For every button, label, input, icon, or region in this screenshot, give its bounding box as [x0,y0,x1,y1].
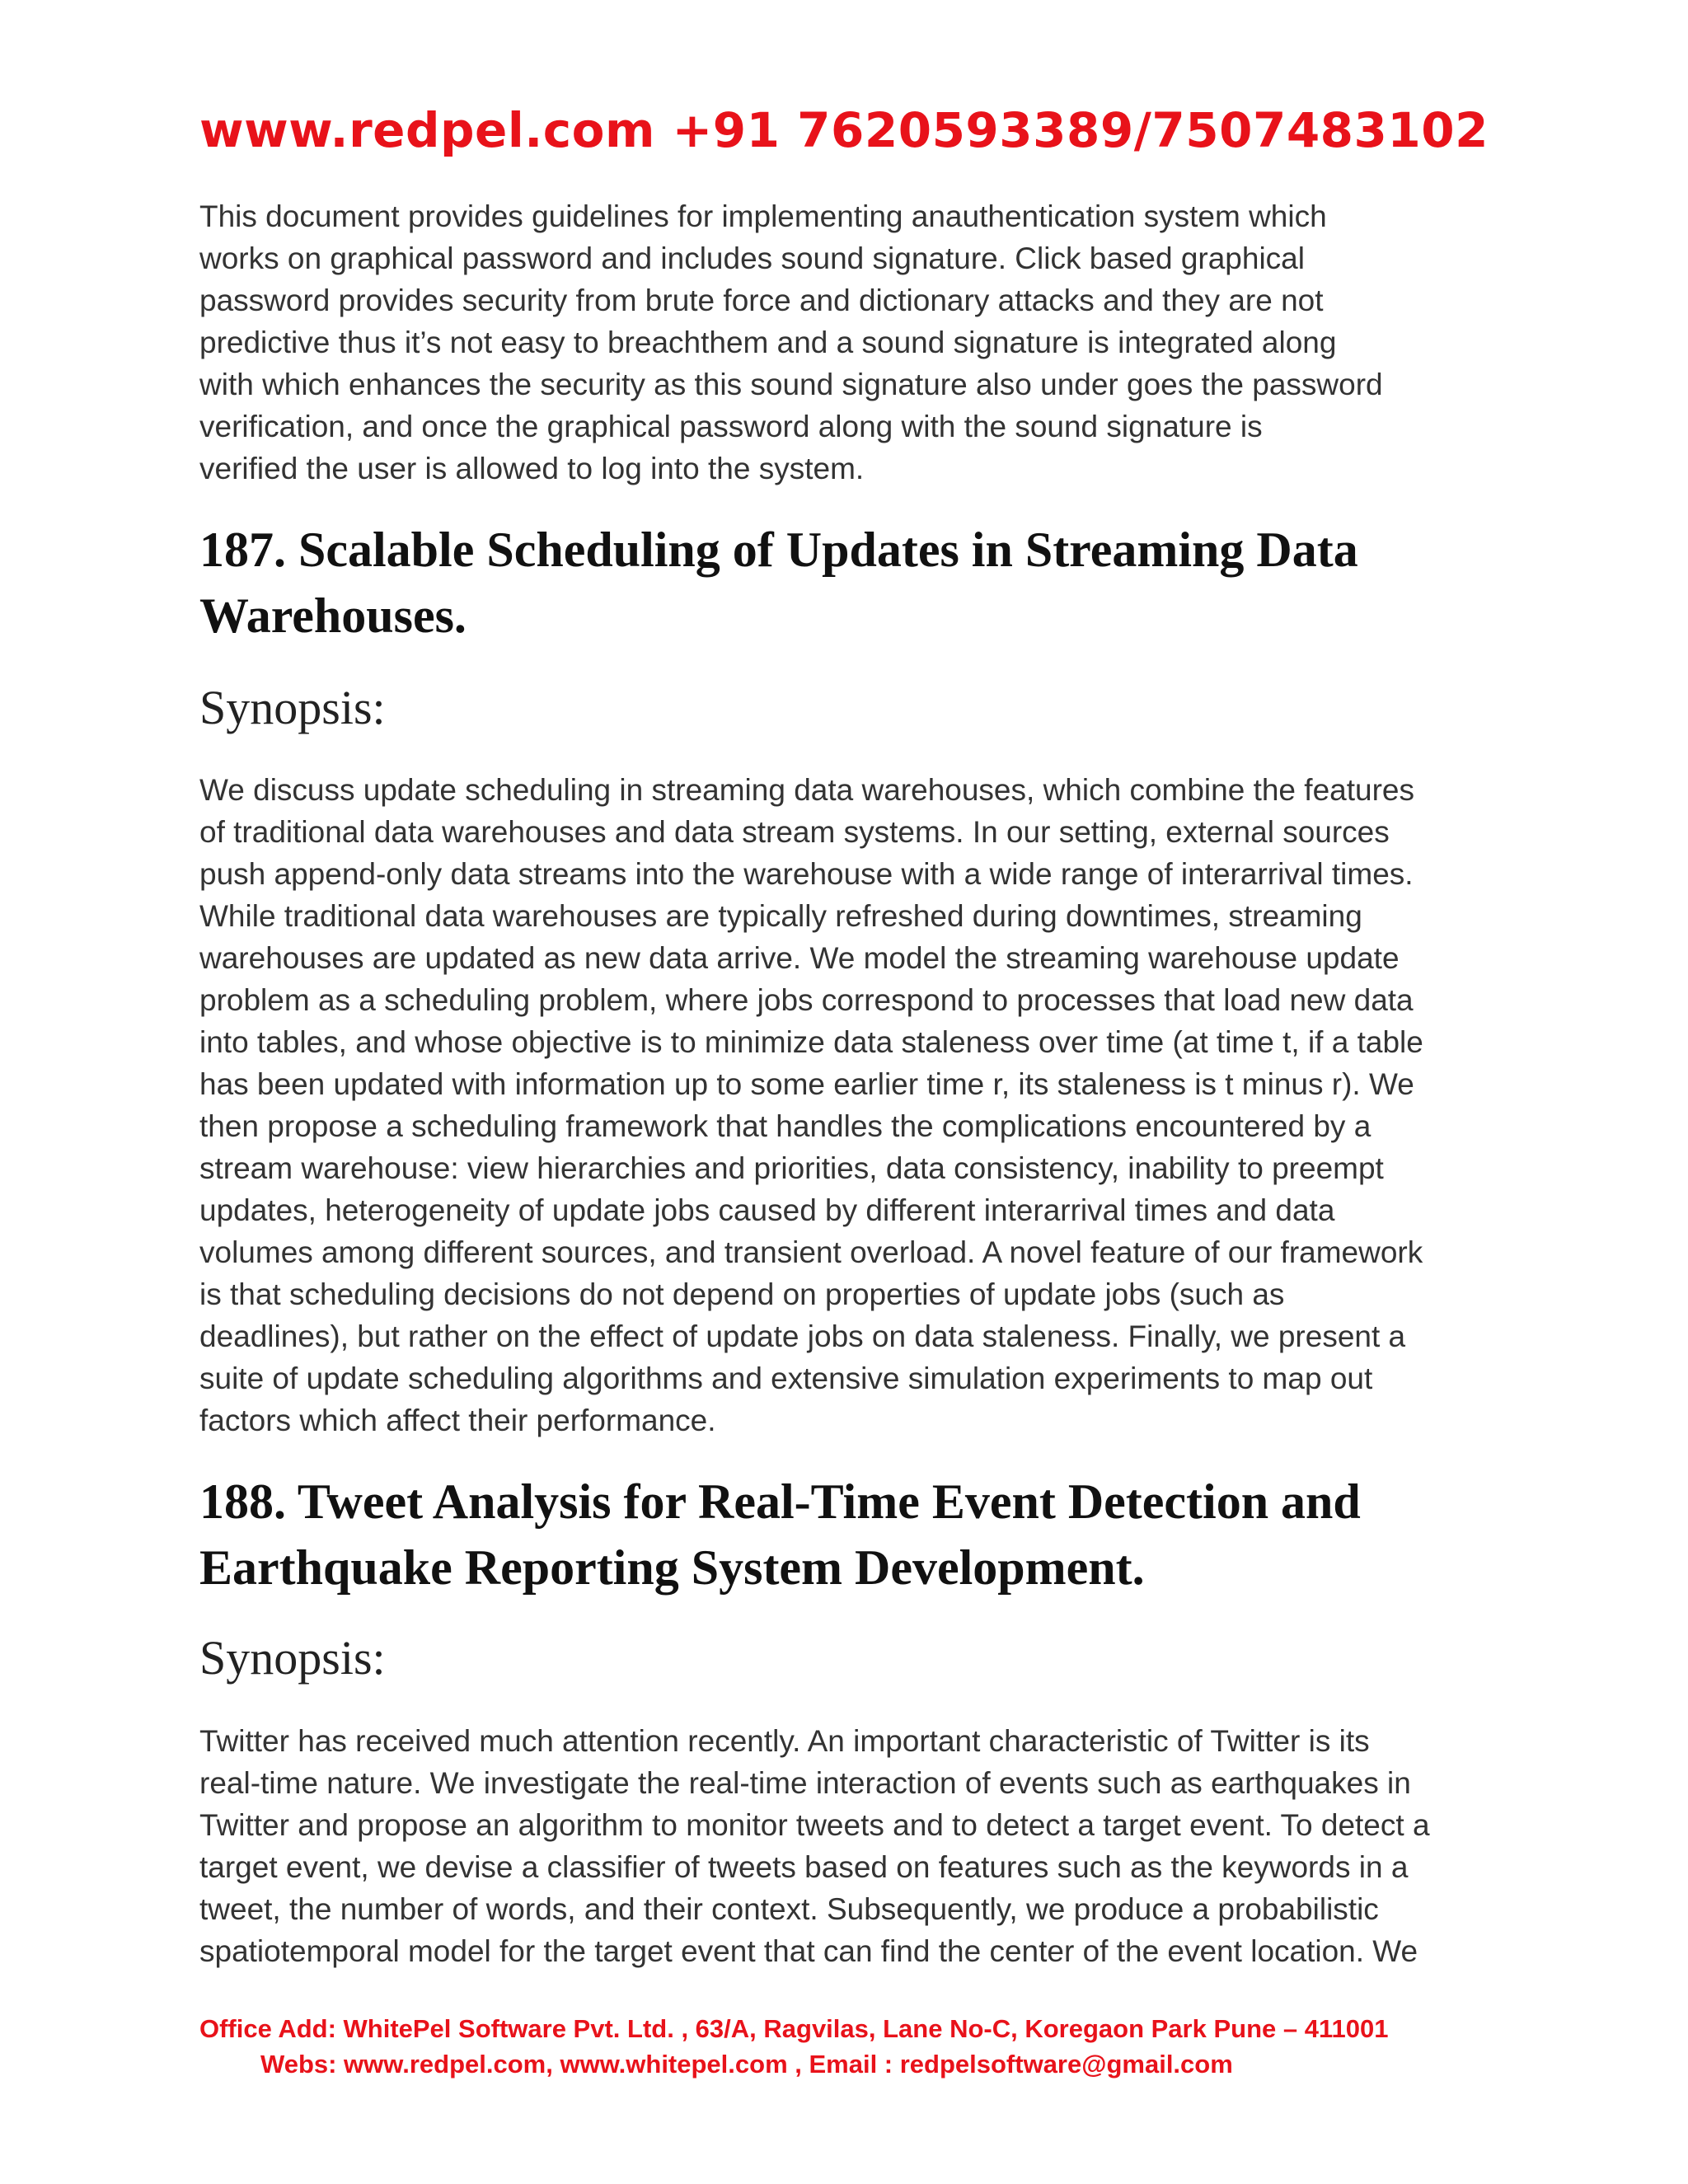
paragraph-line: push append-only data streams into the warehouse with a wide range of interarrival times. [199,857,1414,891]
paragraph-line: deadlines), but rather on the effect of update jobs on data staleness. Finally, we present a [199,1319,1406,1353]
footer-web-links: Webs: www.redpel.com, www.whitepel.com , Email : redpelsoftware@gmail.com [260,2050,1233,2079]
paragraph-line: of traditional data warehouses and data stream systems. In our setting, external sources [199,815,1390,849]
paragraph-line: Twitter and propose an algorithm to monitor tweets and to detect a target event. To detect a [199,1808,1430,1842]
paragraph-line: We discuss update scheduling in streaming data warehouses, which combine the features [199,773,1414,807]
title-line: Earthquake Reporting System Development. [199,1540,1145,1595]
paragraph-line: While traditional data warehouses are typically refreshed during downtimes, streaming [199,899,1362,933]
paragraph-line: volumes among different sources, and transient overload. A novel feature of our framework [199,1235,1423,1269]
paragraph-line: Twitter has received much attention recently. An important characteristic of Twitter is its [199,1724,1370,1758]
paragraph-line: updates, heterogeneity of update jobs caused by different interarrival times and data [199,1193,1335,1227]
paragraph-line: spatiotemporal model for the target event that can find the center of the event location. We [199,1934,1418,1968]
paragraph-line: then propose a scheduling framework that handles the complications encountered by a [199,1109,1372,1143]
section-188-title [199,1469,1361,1601]
footer-office-address: Office Add: WhitePel Software Pvt. Ltd. , 63/A, Ragvilas, Lane No-C, Koregaon Park Pune – 411001 [199,2014,1389,2043]
title-line: Warehouses. [199,588,467,643]
section-187-synopsis-label: Synopsis: [199,681,386,734]
section-188-body [199,1720,1430,1972]
paragraph-line: with which enhances the security as this sound signature also under goes the password [199,368,1383,401]
paragraph-line: verification, and once the graphical password along with the sound signature is [199,410,1263,443]
paragraph-line: target event, we devise a classifier of tweets based on features such as the keywords in a [199,1850,1409,1884]
paragraph-line: into tables, and whose objective is to minimize data staleness over time (at time t, if a table [199,1025,1423,1059]
paragraph-line: has been updated with information up to some earlier time r, its staleness is t minus r). We [199,1067,1414,1101]
section-187-title [199,517,1358,649]
paragraph-line: is that scheduling decisions do not depend on properties of update jobs (such as [199,1277,1285,1311]
section-187-body [199,769,1423,1441]
paragraph-line: warehouses are updated as new data arrive. We model the streaming warehouse update [199,941,1400,975]
intro-paragraph [199,195,1383,490]
section-188-synopsis-label: Synopsis: [199,1631,386,1685]
paragraph-line: suite of update scheduling algorithms and extensive simulation experiments to map out [199,1361,1373,1395]
paragraph-line: problem as a scheduling problem, where jobs correspond to processes that load new data [199,983,1414,1017]
paragraph-line: verified the user is allowed to log into the system. [199,452,865,485]
contact-header: www.redpel.com +91 7620593389/7507483102 [199,102,1489,158]
title-line: 187. Scalable Scheduling of Updates in Streaming Data [199,523,1358,577]
paragraph-line: factors which affect their performance. [199,1404,716,1437]
paragraph-line: real-time nature. We investigate the real-time interaction of events such as earthquakes in [199,1766,1411,1800]
paragraph-line: This document provides guidelines for implementing anauthentication system which [199,199,1327,233]
paragraph-line: stream warehouse: view hierarchies and priorities, data consistency, inability to preempt [199,1151,1384,1185]
paragraph-line: password provides security from brute force and dictionary attacks and they are not [199,284,1324,317]
title-line: 188. Tweet Analysis for Real-Time Event Detection and [199,1474,1361,1529]
paragraph-line: predictive thus it’s not easy to breachthem and a sound signature is integrated along [199,326,1337,359]
paragraph-line: works on graphical password and includes sound signature. Click based graphical [199,241,1305,275]
paragraph-line: tweet, the number of words, and their context. Subsequently, we produce a probabilistic [199,1892,1379,1926]
